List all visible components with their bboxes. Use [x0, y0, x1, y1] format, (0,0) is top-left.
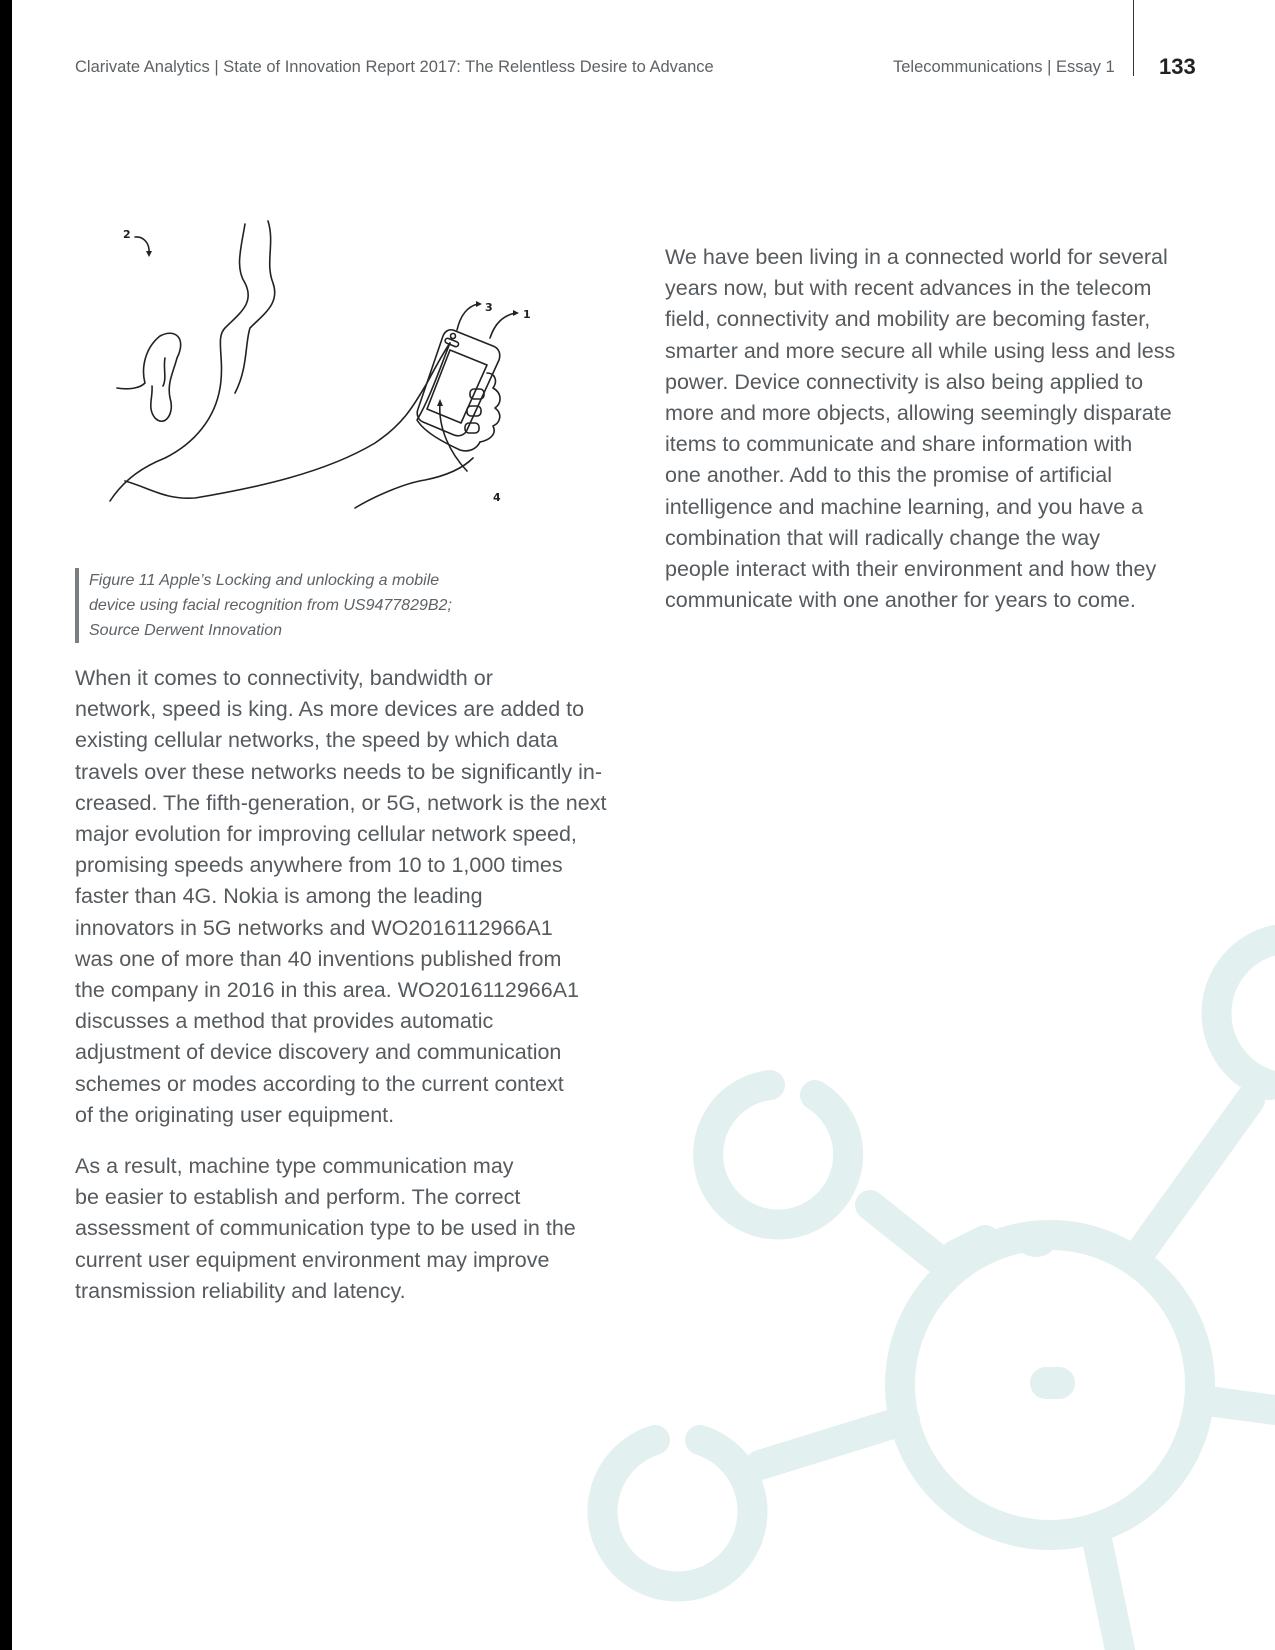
paragraph-5g-networks	[75, 663, 615, 1131]
text-line: travels over these networks needs to be significantly in-	[75, 759, 603, 784]
text-line: be easier to establish and perform. The correct	[75, 1185, 521, 1210]
text-line: field, connectivity and mobility are becoming faster,	[665, 307, 1151, 332]
text-line: intelligence and machine learning, and you have a	[665, 494, 1144, 519]
patent-figure	[105, 218, 545, 523]
text-line: faster than 4G. Nokia is among the leading	[75, 884, 483, 909]
paragraph-machine-communication	[75, 1151, 615, 1307]
text-line: years now, but with recent advances in the telecom	[665, 276, 1152, 301]
text-line: discusses a method that provides automatic	[75, 1009, 494, 1034]
text-line: smarter and more secure all while using less and less	[665, 338, 1176, 363]
figure-label-4: 4	[493, 491, 501, 504]
caption-line: Source Derwent Innovation	[89, 622, 282, 639]
header-divider	[1133, 0, 1134, 76]
figure-caption	[75, 568, 509, 643]
text-line: promising speeds anywhere from 10 to 1,000 times	[75, 853, 563, 878]
figure-label-2: 2	[123, 228, 131, 241]
text-line: items to communicate and share information with	[665, 432, 1133, 457]
text-line: existing cellular networks, the speed by which data	[75, 728, 558, 753]
text-line: schemes or modes according to the current context	[75, 1071, 564, 1096]
text-line: power. Device connectivity is also being applied to	[665, 369, 1144, 394]
text-line: We have been living in a connected world for several	[665, 245, 1168, 269]
text-line: one another. Add to this the promise of artificial	[665, 463, 1112, 488]
text-line: combination that will radically change the way	[665, 525, 1101, 550]
figure-label-3: 3	[485, 301, 493, 314]
text-line: current user equipment environment may improve	[75, 1247, 550, 1272]
running-header-section: Telecommunications | Essay 1	[893, 58, 1115, 76]
text-line: adjustment of device discovery and communication	[75, 1040, 562, 1065]
text-line: people interact with their environment and how they	[665, 557, 1157, 582]
text-line: When it comes to connectivity, bandwidth or	[75, 666, 493, 690]
text-line: As a result, machine type communication may	[75, 1154, 514, 1178]
caption-line: device using facial recognition from US9477829B2;	[89, 597, 452, 614]
text-line: innovators in 5G networks and WO2016112966A1	[75, 915, 553, 940]
text-line: communicate with one another for years to come.	[665, 588, 1136, 613]
text-line: more and more objects, allowing seemingly disparate	[665, 401, 1172, 426]
caption-line: Figure 11 Apple’s Locking and unlocking a mobile	[89, 572, 440, 589]
text-line: was one of more than 40 inventions published from	[75, 946, 562, 971]
page-edge	[0, 0, 12, 1650]
text-line: of the originating user equipment.	[75, 1102, 395, 1127]
paragraph-connected-world	[665, 242, 1195, 616]
text-line: major evolution for improving cellular network speed,	[75, 822, 577, 847]
text-line: network, speed is king. As more devices are added to	[75, 697, 585, 722]
figure-label-1: 1	[523, 308, 531, 321]
page-number: 133	[1159, 54, 1196, 79]
text-line: assessment of communication type to be used in the	[75, 1216, 576, 1241]
text-line: the company in 2016 in this area. WO2016112966A1	[75, 978, 579, 1003]
running-header-title: Clarivate Analytics | State of Innovation Report 2017: The Relentless Desire to Advance	[75, 58, 714, 76]
text-line: creased. The fifth-generation, or 5G, network is the next	[75, 790, 607, 815]
text-line: transmission reliability and latency.	[75, 1278, 406, 1303]
